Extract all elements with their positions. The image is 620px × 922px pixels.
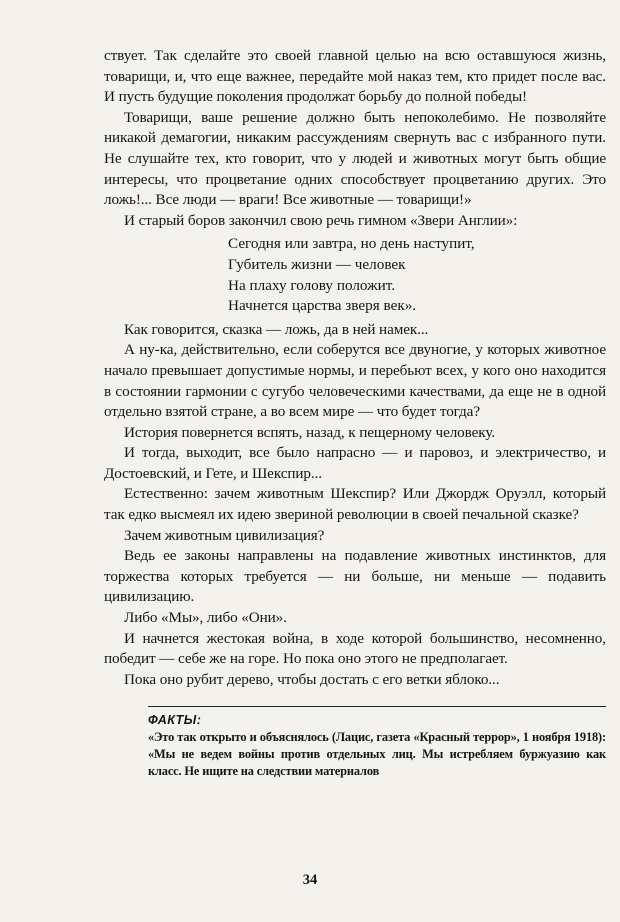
verse-line: Губитель жизни — человек xyxy=(228,255,406,273)
paragraph: Пока оно рубит дерево, чтобы достать с его ветки яблоко... xyxy=(124,670,500,688)
facts-title: ФАКТЫ: xyxy=(148,713,202,728)
paragraph: Как говорится, сказка — ложь, да в ней намек... xyxy=(124,320,429,338)
paragraph: И старый боров закончил свою речь гимном «Звери Англии»: xyxy=(124,211,518,229)
facts-text: «Это так открыто и объяснялось (Лацис, газета «Красный террор», 1 ноября 1918): «Мы не ведем войны против отдельных лиц. Мы истребляем буржуазию как класс. Не ищите на следствии материалов xyxy=(148,730,606,778)
paragraph: Товарищи, ваше решение должно быть непоколебимо. Не позволяйте никакой демагогии, никаким рассуждениям свернуть вас с избранного пути. Не слушайте тех, кто говорит, что у людей и животных могут быть общие интересы, что процветание одних способствует процветанию других. Это ложь!... Все люди — враги! Все животные — товарищи!» xyxy=(104,108,606,209)
paragraph: ствует. Так сделайте это своей главной целью на всю оставшуюся жизнь, товарищи, и, что еще важнее, передайте мой наказ тем, кто придет после вас. И пусть будущие поколения продолжат борьбу до полной победы! xyxy=(104,47,606,106)
paragraph: И начнется жестокая война, в ходе которой большинство, несомненно, победит — себе же на горе. Но пока оно этого не предполагает. xyxy=(104,629,606,668)
paragraph: Естественно: зачем животным Шекспир? Или Джордж Оруэлл, который так едко высмеял их идею звериной революции в своей печальной сказке? xyxy=(104,485,606,524)
paragraph: Ведь ее законы направлены на подавление животных инстинктов, для торжества которых требуется — ни больше, ни меньше — подавить цивилизацию. xyxy=(104,547,606,606)
paragraph: А ну-ка, действительно, если соберутся все двуногие, у которых животное начало превышает допустимые нормы, и перебьют всех, у кого оно находится в состоянии гармонии с сугубо человеческими качествами, да еще не в одной отдельно взятой стране, а во всем мире — что будет тогда? xyxy=(104,341,606,421)
page-body xyxy=(104,46,606,780)
page-number: 34 xyxy=(302,872,318,888)
verse-line: На плаху голову положит. xyxy=(228,276,396,294)
paragraph: Либо «Мы», либо «Они». xyxy=(124,609,287,627)
verse-line: Сегодня или завтра, но день наступит, xyxy=(228,235,475,253)
verse-line: Начнется царства зверя век». xyxy=(228,297,417,315)
paragraph: Зачем животным цивилизация? xyxy=(124,526,325,544)
paragraph: И тогда, выходит, все было напрасно — и паровоз, и электричество, и Достоевский, и Гете, и Шекспир... xyxy=(104,444,606,482)
paragraph: История повернется вспять, назад, к пещерному человеку. xyxy=(124,423,496,441)
verse-block xyxy=(228,234,606,316)
facts-divider xyxy=(148,706,606,707)
